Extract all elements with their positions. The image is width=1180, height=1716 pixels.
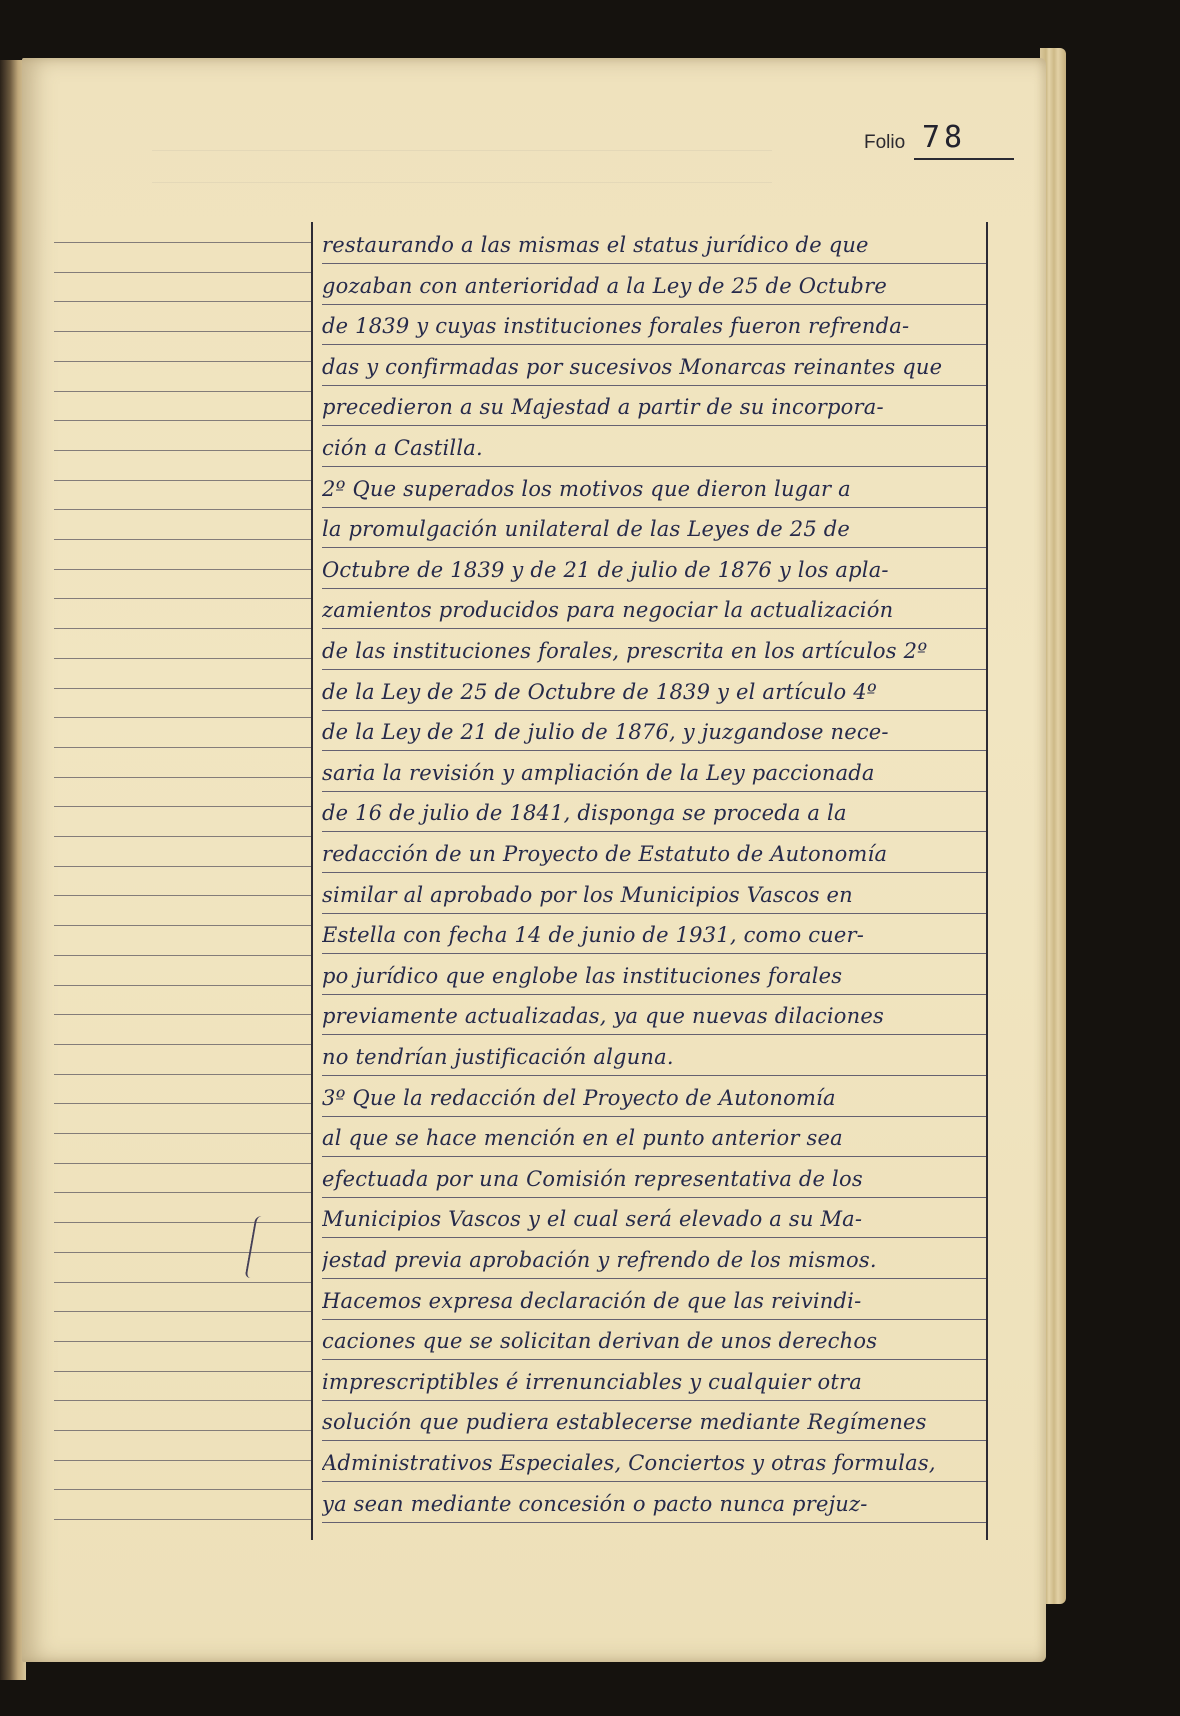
folio-header — [864, 120, 1004, 164]
text-line-rule — [322, 669, 986, 670]
text-line-content: solución que pudiera establecerse mediante Regímenes — [322, 1410, 927, 1435]
margin-rule — [54, 450, 311, 451]
text-line-rule — [322, 263, 986, 264]
margin-ruled-lines — [54, 226, 311, 1536]
text-line-rule — [322, 1522, 986, 1523]
text-line — [322, 1407, 986, 1445]
margin-rule — [54, 598, 311, 599]
text-line-content: ya sean mediante concesión o pacto nunca prejuz- — [322, 1491, 868, 1516]
text-line — [322, 1042, 986, 1080]
margin-rule — [54, 1074, 311, 1075]
text-line-content: al que se hace mención en el punto anterior sea — [322, 1126, 843, 1151]
text-line — [322, 1245, 986, 1283]
margin-rule — [54, 777, 311, 778]
margin-rule — [54, 806, 311, 807]
text-line — [322, 1164, 986, 1202]
text-line-rule — [322, 831, 986, 832]
text-line — [322, 474, 986, 512]
text-line-rule — [322, 1440, 986, 1441]
text-line — [322, 636, 986, 674]
text-line-content: Hacemos expresa declaración de que las reivindi- — [322, 1288, 862, 1313]
text-line — [322, 311, 986, 349]
text-frame-right-rule — [986, 222, 988, 1540]
text-line-content: de 1839 y cuyas instituciones forales fueron refrenda- — [322, 314, 910, 339]
margin-rule — [54, 836, 311, 837]
text-line — [322, 1367, 986, 1405]
text-line-content: Estella con fecha 14 de junio de 1931, como cuer- — [322, 923, 865, 948]
text-line — [322, 1204, 986, 1242]
text-line — [322, 1083, 986, 1121]
bleed-through — [152, 182, 772, 183]
text-line-rule — [322, 1237, 986, 1238]
margin-rule — [54, 1163, 311, 1164]
margin-rule — [54, 747, 311, 748]
margin-rule — [54, 331, 311, 332]
text-line-rule — [322, 628, 986, 629]
text-line-content: 2º Que superados los motivos que dieron lugar a — [322, 476, 851, 501]
text-line — [322, 839, 986, 877]
folio-underline — [914, 158, 1014, 160]
margin-rule — [54, 569, 311, 570]
text-line-rule — [322, 588, 986, 589]
margin-rule — [54, 1282, 311, 1283]
margin-rule — [54, 955, 311, 956]
text-line — [322, 961, 986, 999]
margin-rule — [54, 925, 311, 926]
text-line-rule — [322, 385, 986, 386]
text-line-rule — [322, 750, 986, 751]
text-line-rule — [322, 1116, 986, 1117]
margin-rule — [54, 985, 311, 986]
margin-rule — [54, 866, 311, 867]
text-line-rule — [322, 994, 986, 995]
text-line-content: precedieron a su Majestad a partir de su incorpora- — [322, 395, 884, 420]
text-line-content: jestad previa aprobación y refrendo de los mismos. — [322, 1248, 877, 1272]
text-line — [322, 677, 986, 715]
text-line-rule — [322, 1197, 986, 1198]
text-line — [322, 271, 986, 309]
text-line-rule — [322, 1278, 986, 1279]
text-line — [322, 1326, 986, 1364]
margin-rule — [54, 895, 311, 896]
text-line-content: imprescriptibles é irrenunciables y cualquier otra — [322, 1369, 862, 1394]
margin-rule — [54, 1222, 311, 1223]
text-line — [322, 433, 986, 471]
text-line — [322, 920, 986, 958]
text-line-rule — [322, 425, 986, 426]
margin-rule — [54, 1400, 311, 1401]
text-line-rule — [322, 466, 986, 467]
text-line — [322, 717, 986, 755]
handwritten-text-body — [318, 230, 986, 1540]
text-line-content: saria la revisión y ampliación de la Ley paccionada — [322, 760, 875, 785]
margin-rule — [54, 420, 311, 421]
margin-rule — [54, 1311, 311, 1312]
text-line — [322, 1286, 986, 1324]
text-line-rule — [322, 1481, 986, 1482]
text-line — [322, 1489, 986, 1527]
folio-label: Folio — [864, 132, 906, 153]
text-line-rule — [322, 710, 986, 711]
margin-rule — [54, 1371, 311, 1372]
text-line-content: gozaban con anterioridad a la Ley de 25 de Octubre — [322, 273, 887, 298]
text-line-content: caciones que se solicitan derivan de unos derechos — [322, 1329, 878, 1354]
text-line-content: ción a Castilla. — [322, 436, 483, 460]
text-line-rule — [322, 1156, 986, 1157]
text-line — [322, 1001, 986, 1039]
text-line-content: Octubre de 1839 y de 21 de julio de 1876 y los apla- — [322, 557, 889, 582]
text-line — [322, 758, 986, 796]
bleed-through — [152, 150, 772, 151]
text-line-rule — [322, 913, 986, 914]
margin-rule — [54, 509, 311, 510]
text-line-rule — [322, 547, 986, 548]
text-line — [322, 352, 986, 390]
margin-rule — [54, 1341, 311, 1342]
text-line-rule — [322, 791, 986, 792]
text-line-rule — [322, 1034, 986, 1035]
text-line-content: previamente actualizadas, ya que nuevas dilaciones — [322, 1004, 884, 1029]
text-line-rule — [322, 1359, 986, 1360]
text-line-rule — [322, 507, 986, 508]
margin-rule — [54, 688, 311, 689]
text-line-rule — [322, 1319, 986, 1320]
margin-rule — [54, 717, 311, 718]
margin-rule — [54, 272, 311, 273]
text-line — [322, 1123, 986, 1161]
text-line-content: de 16 de julio de 1841, disponga se proceda a la — [322, 801, 847, 826]
margin-rule — [54, 1014, 311, 1015]
text-line-content: redacción de un Proyecto de Estatuto de Autonomía — [322, 842, 888, 866]
text-line-rule — [322, 304, 986, 305]
text-line-content: efectuada por una Comisión representativa de los — [322, 1166, 863, 1191]
margin-rule — [54, 242, 311, 243]
text-line — [322, 880, 986, 918]
text-line-content: po jurídico que englobe las instituciones forales — [322, 963, 843, 988]
text-line-rule — [322, 953, 986, 954]
text-line-rule — [322, 1075, 986, 1076]
text-line — [322, 230, 986, 268]
text-line-content: zamientos producidos para negociar la actualización — [322, 598, 894, 623]
text-line — [322, 1448, 986, 1486]
text-line — [322, 514, 986, 552]
text-line-content: Municipios Vascos y el cual será elevado a su Ma- — [322, 1207, 863, 1232]
text-line-content: Administrativos Especiales, Conciertos y otras formulas, — [322, 1451, 936, 1475]
margin-rule — [54, 539, 311, 540]
text-line-content: similar al aprobado por los Municipios Vascos en — [322, 882, 853, 907]
text-line-content: das y confirmadas por sucesivos Monarcas reinantes que — [322, 354, 943, 379]
margin-rule — [54, 1103, 311, 1104]
margin-rule — [54, 1519, 311, 1520]
text-line-content: 3º Que la redacción del Proyecto de Autonomía — [322, 1085, 836, 1110]
margin-rule — [54, 391, 311, 392]
text-line — [322, 392, 986, 430]
text-line-rule — [322, 872, 986, 873]
text-line-content: la promulgación unilateral de las Leyes de 25 de — [322, 517, 851, 542]
text-line-content: restaurando a las mismas el status jurídico de que — [322, 233, 869, 257]
margin-rule — [54, 301, 311, 302]
text-line-rule — [322, 1400, 986, 1401]
text-line — [322, 555, 986, 593]
text-line-content: de la Ley de 25 de Octubre de 1839 y el artículo 4º — [322, 679, 877, 704]
text-line-content: de las instituciones forales, prescrita en los artículos 2º — [322, 639, 928, 663]
margin-rule — [54, 1430, 311, 1431]
margin-rule — [54, 628, 311, 629]
margin-rule — [54, 480, 311, 481]
margin-rule — [54, 1460, 311, 1461]
margin-rule — [54, 1133, 311, 1134]
margin-rule — [54, 1192, 311, 1193]
margin-rule — [54, 658, 311, 659]
margin-rule — [54, 1252, 311, 1253]
margin-rule — [54, 1489, 311, 1490]
text-line-content: de la Ley de 21 de julio de 1876, y juzgandose nece- — [322, 720, 889, 745]
margin-rule — [54, 361, 311, 362]
text-line — [322, 595, 986, 633]
folio-number: 78 — [922, 120, 967, 155]
text-line — [322, 798, 986, 836]
text-line-content: no tendrían justificación alguna. — [322, 1045, 674, 1069]
text-frame-left-rule — [311, 222, 313, 1540]
margin-rule — [54, 1044, 311, 1045]
text-line-rule — [322, 344, 986, 345]
